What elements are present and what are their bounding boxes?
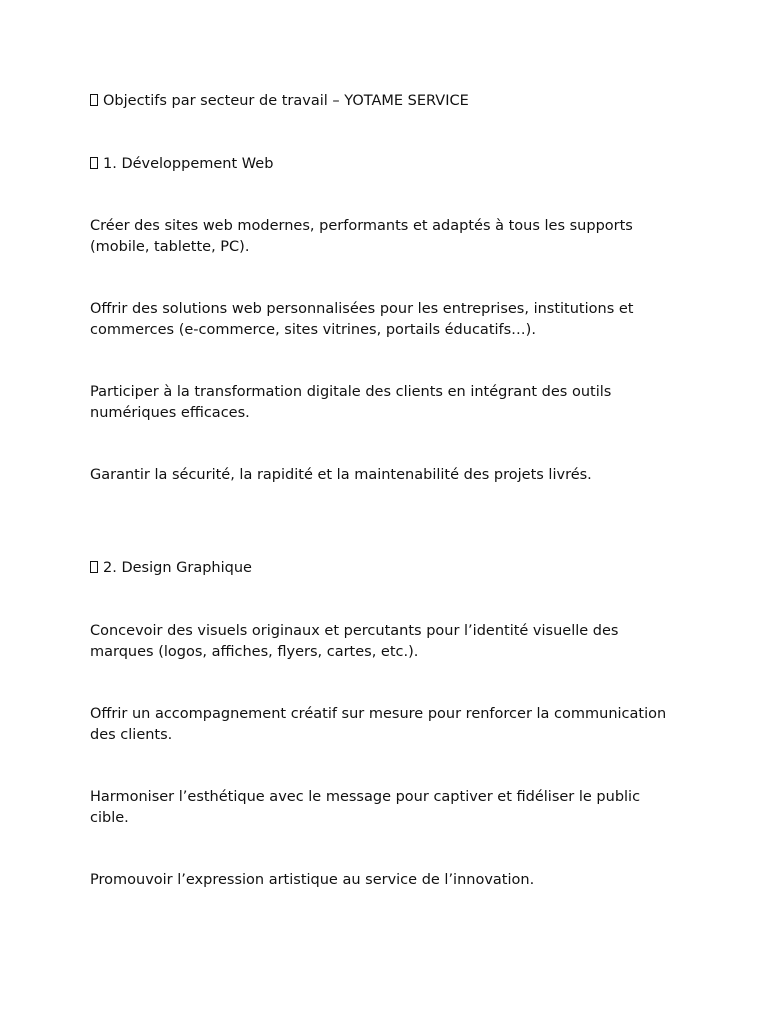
missing-glyph-icon [90,94,98,106]
paragraph: Promouvoir l’expression artistique au service de l’innovation. [90,872,535,888]
paragraph: Garantir la sécurité, la rapidité et la maintenabilité des projets livrés. [90,467,592,483]
paragraph: Offrir un accompagnement créatif sur mesure pour renforcer la communication des clients. [90,706,667,743]
document-title-text: Objectifs par secteur de travail – YOTAME SERVICE [103,93,469,109]
paragraph: Concevoir des visuels originaux et percutants pour l’identité visuelle des marques (logos, affiches, flyers, cartes, etc.). [90,623,619,660]
paragraph: Offrir des solutions web personnalisées pour les entreprises, institutions et commerces (e-commerce, sites vitrines, portails éducatifs…). [90,301,634,338]
section-heading-web [90,154,680,175]
paragraph: Créer des sites web modernes, performants et adaptés à tous les supports (mobile, tablette, PC). [90,218,633,255]
section-heading-web-text: 1. Développement Web [103,156,274,172]
paragraph: Participer à la transformation digitale des clients en intégrant des outils numériques efficaces. [90,384,612,421]
section-heading-design [90,558,680,579]
document-title [90,91,680,112]
section-heading-design-text: 2. Design Graphique [103,560,252,576]
paragraph: Harmoniser l’esthétique avec le message pour captiver et fidéliser le public cible. [90,789,641,826]
missing-glyph-icon [90,561,98,573]
missing-glyph-icon [90,157,98,169]
